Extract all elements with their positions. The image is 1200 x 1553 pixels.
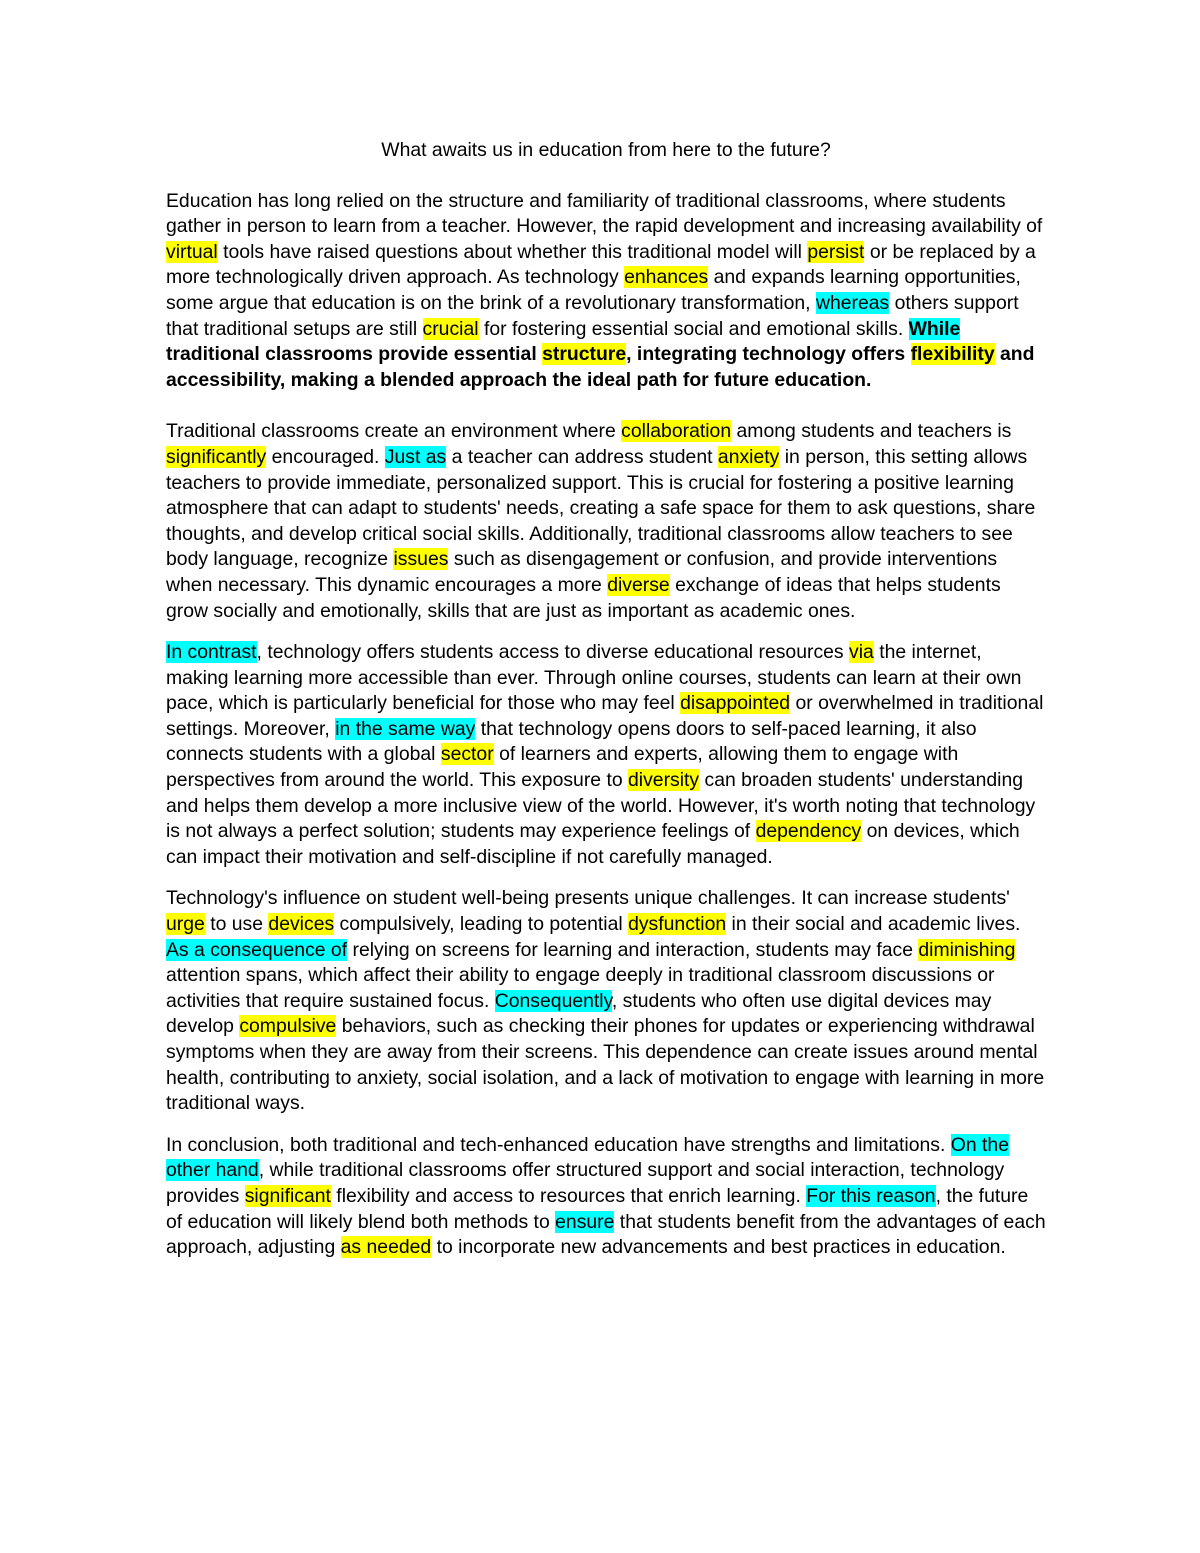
highlighted-word-yellow: structure [542,343,627,366]
text-run: , technology offers students access to diverse educational resources [256,641,850,664]
paragraph-technology-benefits [166,640,1046,870]
text-run: to use [204,913,269,936]
thesis-text: , integrating technology offers [626,343,911,366]
paragraph-traditional-classrooms [166,419,1046,624]
text-run: others support that traditional setups are still [166,291,1019,340]
text-run: or overwhelmed in traditional settings. Moreover, [166,692,1044,740]
highlighted-word-yellow: disappointed [680,692,791,715]
highlighted-phrase-cyan: in the same way [335,717,476,740]
highlighted-phrase-cyan: Just as [384,445,447,468]
highlighted-phrase-cyan: While [908,317,961,340]
paragraph-introduction [166,189,1046,394]
text-run: such as disengagement or confusion, and provide interventions when necessary. This dynamic encourages a more [166,548,998,596]
text-run: of learners and experts, allowing them to engage with perspectives from around the world. This exposure to [166,743,959,792]
highlighted-word-yellow: urge [166,913,205,936]
highlighted-word-yellow: anxiety [717,445,780,468]
highlighted-word-yellow: compulsive [239,1015,337,1038]
highlighted-word-yellow: via [849,641,874,664]
highlighted-word-yellow: persist [807,240,865,263]
highlighted-phrase-cyan: As a consequence of [166,938,348,961]
text-run: , while traditional classrooms offer structured support and social interaction, technology provides [166,1159,1005,1207]
highlighted-word-yellow: crucial [422,317,479,340]
text-run: , the future of education will likely blend both methods to [166,1184,1029,1233]
highlighted-phrase-cyan: In contrast [166,641,257,664]
highlighted-phrase-cyan: For this reason [806,1184,936,1207]
text-run: the internet, making learning more accessible than ever. Through online courses, students can learn at their own pace, which is particularly beneficial for those who may feel [166,641,1022,715]
text-run: to incorporate new advancements and best practices in education. [431,1236,1006,1259]
highlighted-word-yellow: issues [393,548,449,571]
paragraph-conclusion [166,1133,1046,1261]
thesis-text: traditional classrooms provide essential [166,343,543,366]
text-run: a teacher can address student [446,445,718,468]
text-run: can broaden students' understanding and helps them develop a more inclusive view of the world. However, it's worth noting that technology is not always a perfect solution; students may experience feelings of [166,769,1036,843]
text-run: on devices, which can impact their motivation and self-discipline if not carefully managed. [166,820,1020,868]
highlighted-word-yellow: diverse [607,573,670,596]
text-run: in person, this setting allows teachers to provide immediate, personalized support. This is crucial for fostering a positive learning atmosphere that can adapt to students' needs, creating a safe space for them to ask questions, share thoughts, and develop critical social skills. Additionally, traditional classrooms allow teachers to see body language, recognize [166,445,1036,571]
highlighted-phrase-cyan: ensure [555,1210,615,1233]
text-run: encouraged. [266,445,385,468]
text-run: Education has long relied on the structure and familiarity of traditional classrooms, where students gather in person to learn from a teacher. However, the rapid development and increasing availability of [166,189,1043,238]
text-run: that technology opens doors to self-paced learning, it also connects students with a global [166,717,977,766]
highlighted-word-yellow: dysfunction [628,913,727,936]
highlighted-word-yellow: flexibility [910,343,995,366]
text-run: attention spans, which affect their ability to engage deeply in traditional classroom discussions or activities that require sustained focus. [166,964,995,1012]
highlighted-word-yellow: devices [268,913,335,936]
highlighted-word-yellow: enhances [624,266,709,289]
highlighted-word-yellow: virtual [166,240,218,263]
text-run: In conclusion, both traditional and tech-enhanced education have strengths and limitations. [166,1133,951,1156]
text-run: and expands learning opportunities, some argue that education is on the brink of a revolutionary transformation, [166,266,1021,314]
text-run: for fostering essential social and emotional skills. [478,317,909,340]
text-run: or be replaced by a more technologically driven approach. As technology [166,240,1036,289]
highlighted-word-yellow: collaboration [621,420,732,443]
document-title: What awaits us in education from here to the future? [381,139,831,161]
paragraph-wellbeing-challenges [166,886,1046,1116]
highlighted-word-yellow: diminishing [918,938,1016,961]
text-run: exchange of ideas that helps students grow socially and emotionally, skills that are just as important as academic ones. [166,573,1001,622]
document-body [166,138,1046,1277]
text-run: in their social and academic lives. [726,913,1021,936]
text-run: , students who often use digital devices may develop [166,989,992,1038]
highlighted-word-yellow: dependency [755,820,862,843]
text-run: tools have raised questions about whether this traditional model will [217,240,808,263]
text-run: Technology's influence on student well-being presents unique challenges. It can increase students' [166,887,1010,910]
text-run: that students benefit from the advantages of each approach, adjusting [166,1210,1046,1259]
highlighted-phrase-cyan: whereas [815,291,890,314]
highlighted-phrase-cyan: Consequently [494,989,612,1012]
text-run: flexibility and access to resources that enrich learning. [330,1184,807,1207]
text-run: among students and teachers is [731,420,1012,443]
highlighted-word-yellow: diversity [628,769,700,792]
highlighted-word-yellow: sector [440,743,494,766]
text-run: Traditional classrooms create an environment where [166,420,622,443]
highlighted-phrase-cyan: On the other hand [166,1133,1009,1182]
highlighted-word-yellow: significantly [166,445,267,468]
text-run: behaviors, such as checking their phones for updates or experiencing withdrawal symptoms when they are away from their screens. This dependence can create issues around mental health, contributing to anxiety, social isolation, and a lack of motivation to engage with learning in more traditional ways. [166,1015,1045,1115]
text-run: compulsively, leading to potential [334,913,629,936]
thesis-text: and accessibility, making a blended approach the ideal path for future education. [166,343,1035,391]
highlighted-word-yellow: as needed [340,1236,432,1259]
text-run: relying on screens for learning and interaction, students may face [347,938,919,961]
highlighted-word-yellow: significant [244,1184,331,1207]
